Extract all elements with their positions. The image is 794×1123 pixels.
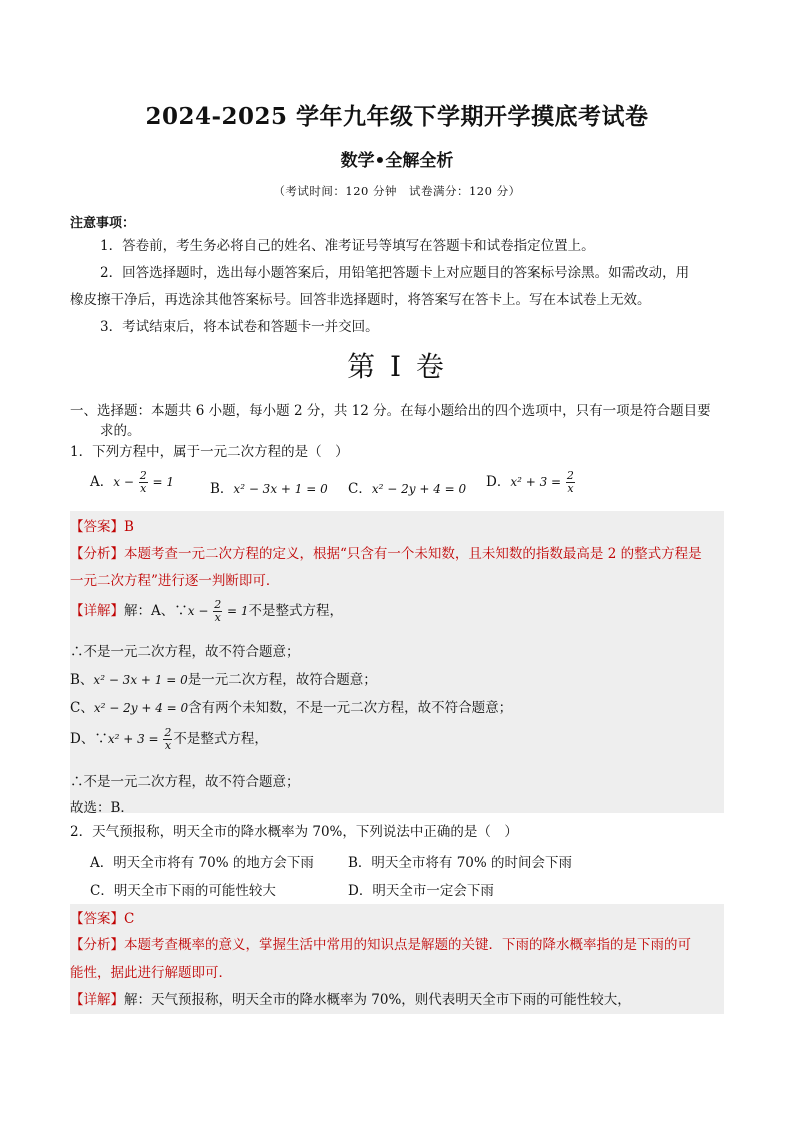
exam-info: （考试时间：120 分钟 试卷满分：120 分） xyxy=(273,184,521,198)
q2-solution xyxy=(70,904,724,1014)
fraction: $\frac{2}{x}$ xyxy=(164,726,172,752)
q2-detail: 【详解】解：天气预报称，明天全市的降水概率为 70%，则代表明天全市下雨的可能性较大， xyxy=(70,992,631,1008)
q2-option-b: B．明天全市将有 70% 的时间会下雨 xyxy=(348,855,573,871)
q1-stem: 1．下列方程中，属于一元二次方程的是（ ） xyxy=(70,444,349,460)
note-1: 1．答卷前，考生务必将自己的姓名、准考证号等填写在答题卡和试卷指定位置上。 xyxy=(100,238,595,254)
q1-option-d: D．x² + 3 = $\frac{2}{x}$ xyxy=(486,469,574,495)
note-2-cont: 橡皮擦干净后，再选涂其他答案标号。回答非选择题时，将答案写在答卡上。写在本试卷上无效。 xyxy=(70,292,651,308)
q2-analysis: 【分析】本题考查概率的意义，掌握生活中常用的知识点是解题的关键．下雨的降水概率指的是下雨的可 能性，据此进行解题即可． xyxy=(70,937,691,981)
q1-detail-2: ∴不是一元二次方程，故不符合题意； xyxy=(70,644,300,660)
fraction: $\frac{2}{x}$ xyxy=(214,598,222,624)
notes-title: 注意事项： xyxy=(70,216,136,231)
page-subtitle: 数学•全解全析 xyxy=(340,151,454,171)
fraction: $\frac{2}{x}$ xyxy=(139,469,147,495)
q2-option-a: A．明天全市将有 70% 的地方会下雨 xyxy=(90,855,314,871)
part-heading: 第 I 卷 xyxy=(347,350,447,383)
q1-option-a: A．x − $\frac{2}{x}$ = 1 xyxy=(90,469,175,495)
q1-detail-7: 故选：B． xyxy=(70,800,134,816)
q1-answer: 【答案】B xyxy=(70,519,134,535)
q2-option-d: D．明天全市一定会下雨 xyxy=(348,883,494,899)
q2-answer: 【答案】C xyxy=(70,911,135,927)
q1-detail-1: 【详解】解：A、∵x − $\frac{2}{x}$ = 1不是整式方程， xyxy=(70,598,344,624)
q1-detail-c: C、x² − 2y + 4 = 0含有两个未知数，不是一元二次方程，故不符合题意； xyxy=(70,700,513,716)
q1-detail-d: D、∵x² + 3 = $\frac{2}{x}$ 不是整式方程， xyxy=(70,726,268,752)
q1-option-b: B．x² − 3x + 1 = 0 xyxy=(210,481,328,497)
q1-detail-b: B、x² − 3x + 1 = 0是一元二次方程，故符合题意； xyxy=(70,672,377,688)
q1-analysis: 【分析】本题考查一元二次方程的定义，根据“只含有一个未知数，且未知数的指数最高是 2 的整式方程是 一元二次方程”进行逐一判断即可． xyxy=(70,546,702,589)
q1-solution xyxy=(70,511,724,816)
q1-option-c: C．x² − 2y + 4 = 0 xyxy=(348,481,467,497)
fraction: $\frac{2}{x}$ xyxy=(566,469,574,495)
section-heading: 一、选择题：本题共 6 小题，每小题 2 分，共 12 分。在每小题给出的四个选项中，只有一项是符合题目要 求的。 xyxy=(70,403,711,439)
q2-stem: 2．天气预报称，明天全市的降水概率为 70%，下列说法中正确的是（ ） xyxy=(70,824,518,840)
note-2: 2．回答选择题时，选出每小题答案后，用铅笔把答题卡上对应题目的答案标号涂黑。如需改动，用 xyxy=(100,265,690,281)
q1-detail-6: ∴不是一元二次方程，故不符合题意； xyxy=(70,774,300,790)
page-title: 2024-2025 学年九年级下学期开学摸底考试卷 xyxy=(145,103,649,130)
q2-option-c: C．明天全市下雨的可能性较大 xyxy=(90,883,276,899)
note-3: 3．考试结束后，将本试卷和答题卡一并交回。 xyxy=(100,319,379,335)
